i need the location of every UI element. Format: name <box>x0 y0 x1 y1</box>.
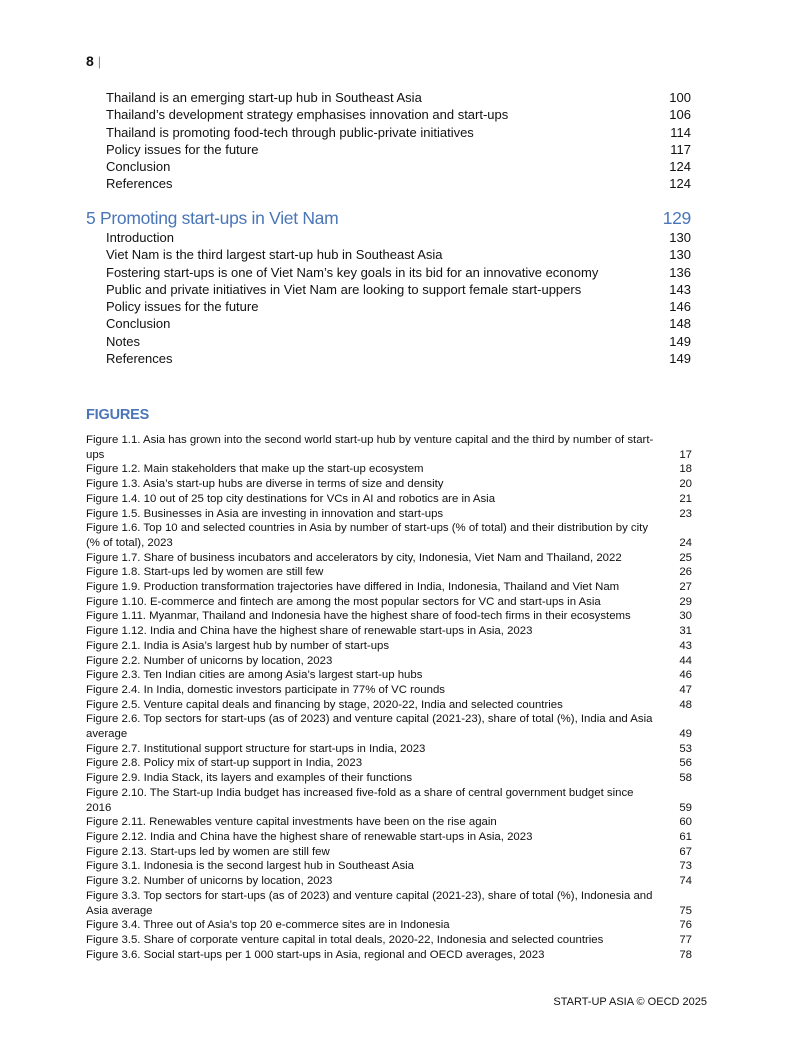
figure-entry-label: Figure 3.4. Three out of Asia’s top 20 e-commerce sites are in Indonesia <box>86 919 450 932</box>
figure-entry-label: Figure 2.9. India Stack, its layers and examples of their functions <box>86 772 413 785</box>
toc-entry-page: 149 <box>669 333 691 349</box>
figure-entry-label: Figure 3.6. Social start-ups per 1 000 start-ups in Asia, regional and OECD averages, 2023 <box>86 948 545 961</box>
toc-entry[interactable] <box>86 141 691 158</box>
figure-list-entry[interactable] <box>86 433 692 462</box>
figure-entry-page: 76 <box>679 919 692 932</box>
figure-list-entry[interactable] <box>86 859 692 874</box>
toc-entry-label: References <box>106 176 173 192</box>
figure-entry-page: 17 <box>679 448 692 461</box>
toc-entry-label: Conclusion <box>106 159 171 175</box>
figure-entry-page: 31 <box>679 625 692 638</box>
toc-entry[interactable] <box>86 106 691 123</box>
figure-entry-page: 18 <box>679 463 692 476</box>
page-number-separator: | <box>97 54 102 69</box>
figure-entry-label: Figure 2.3. Ten Indian cities are among Asia’s largest start-up hubs <box>86 669 423 682</box>
figure-entry-label: Figure 2.12. India and China have the highest share of renewable start-ups in Asia, 2023 <box>86 830 533 843</box>
figure-entry-page: 43 <box>679 639 692 652</box>
toc-entry-page: 114 <box>670 124 691 140</box>
toc-entry[interactable] <box>86 333 691 350</box>
figure-entry-label: Figure 2.4. In India, domestic investors participate in 77% of VC rounds <box>86 683 445 696</box>
figure-entry-label: Figure 1.11. Myanmar, Thailand and Indonesia have the highest share of food-tech firms in their ecosystems <box>86 610 631 623</box>
figure-entry-page: 74 <box>679 875 692 888</box>
figure-entry-label: Figure 1.9. Production transformation trajectories have differed in India, Indonesia, Thailand and Viet Nam <box>86 581 620 594</box>
figure-entry-page: 56 <box>679 757 692 770</box>
figure-entry-label: Figure 2.8. Policy mix of start-up support in India, 2023 <box>86 757 363 770</box>
toc-entry-label: Conclusion <box>106 316 171 332</box>
toc-entry-page: 149 <box>669 351 691 367</box>
toc-entry-page: 117 <box>670 141 691 157</box>
toc-entry-page: 143 <box>669 281 691 297</box>
figure-list-entry[interactable] <box>86 624 692 639</box>
toc-entry-label: Thailand is an emerging start-up hub in Southeast Asia <box>106 90 422 105</box>
figure-list-entry[interactable] <box>86 551 692 566</box>
figure-list-entry[interactable] <box>86 462 692 477</box>
figure-list-entry[interactable] <box>86 845 692 860</box>
figure-entry-page: 61 <box>679 830 692 843</box>
toc-entry-page: 148 <box>669 316 691 332</box>
figure-entry-page: 29 <box>679 595 692 608</box>
figure-list-entry[interactable] <box>86 742 692 757</box>
toc-entry-label: Introduction <box>106 230 174 245</box>
toc-chapter-5 <box>86 207 691 367</box>
figure-entry-page: 49 <box>679 728 692 741</box>
toc-entry[interactable] <box>86 298 691 315</box>
toc-entry-page: 124 <box>669 159 691 175</box>
toc-entry[interactable] <box>86 315 691 332</box>
figure-entry-label: Figure 3.3. Top sectors for start-ups (as of 2023) and venture capital (2021-23), share of total (%), Indonesia and Asia average <box>86 889 653 917</box>
figure-list-entry[interactable] <box>86 668 692 683</box>
figure-entry-label: Figure 3.1. Indonesia is the second largest hub in Southeast Asia <box>86 860 415 873</box>
toc-entry-label: Policy issues for the future <box>106 299 259 315</box>
toc-entry-page: 130 <box>669 247 691 263</box>
figure-entry-page: 27 <box>679 581 692 594</box>
figure-entry-label: Figure 2.5. Venture capital deals and financing by stage, 2020-22, India and selected countries <box>86 698 563 711</box>
figure-entry-label: Figure 1.10. E-commerce and fintech are among the most popular sectors for VC and start-ups in Asia <box>86 595 601 608</box>
figure-list-entry[interactable] <box>86 830 692 845</box>
figure-entry-label: Figure 1.6. Top 10 and selected countries in Asia by number of start-ups (% of total) and their distribution by city (% of total), 2023 <box>86 522 649 549</box>
figure-list-entry[interactable] <box>86 815 692 830</box>
figure-entry-page: 60 <box>679 816 692 829</box>
figure-entry-page: 77 <box>679 933 692 946</box>
figure-entry-page: 20 <box>679 478 692 491</box>
toc-entry[interactable] <box>86 89 691 106</box>
figure-list-entry[interactable] <box>86 948 692 963</box>
figure-entry-label: Figure 2.6. Top sectors for start-ups (as of 2023) and venture capital (2021-23), share of total (%), India and Asia average <box>86 713 653 741</box>
figure-entry-label: Figure 2.11. Renewables venture capital investments have been on the rise again <box>86 816 497 829</box>
figure-entry-page: 30 <box>679 610 692 623</box>
toc-entry-page: 106 <box>669 107 691 123</box>
toc-entry[interactable] <box>86 175 691 192</box>
figure-list-entry[interactable] <box>86 507 692 522</box>
toc-entry-label: Fostering start-ups is one of Viet Nam’s key goals in its bid for an innovative economy <box>106 264 599 280</box>
figure-entry-page: 44 <box>679 654 692 667</box>
figure-list-entry[interactable] <box>86 712 692 741</box>
figure-list-entry[interactable] <box>86 492 692 507</box>
figure-list-entry[interactable] <box>86 654 692 669</box>
toc-chapter-4-section-list <box>86 89 691 193</box>
toc-entry-label: References <box>106 351 173 367</box>
toc-entry-page: 146 <box>669 299 691 315</box>
toc-entry-page: 124 <box>669 176 691 192</box>
figure-entry-label: Figure 2.2. Number of unicorns by location, 2023 <box>86 654 333 667</box>
figure-list-entry[interactable] <box>86 918 692 933</box>
figure-list-entry[interactable] <box>86 683 692 698</box>
figure-entry-label: Figure 1.5. Businesses in Asia are investing in innovation and start-ups <box>86 507 444 520</box>
figure-entry-label: Figure 1.1. Asia has grown into the second world start-up hub by venture capital and the third by number of start-ups <box>86 434 654 461</box>
figure-entry-page: 78 <box>679 948 692 961</box>
figure-list-entry[interactable] <box>86 933 692 948</box>
figure-entry-page: 25 <box>679 551 692 564</box>
chapter-title: 5 Promoting start-ups in Viet Nam <box>86 208 339 228</box>
figure-entry-label: Figure 3.2. Number of unicorns by location, 2023 <box>86 875 333 888</box>
toc-entry[interactable] <box>86 281 691 298</box>
figure-list-entry[interactable] <box>86 565 692 580</box>
figure-entry-label: Figure 1.3. Asia’s start-up hubs are diverse in terms of size and density <box>86 478 444 491</box>
toc-entry-label: Notes <box>106 333 140 349</box>
toc-entry-page: 100 <box>669 90 691 105</box>
figure-list-entry[interactable] <box>86 874 692 889</box>
toc-entry[interactable] <box>86 264 691 281</box>
figure-entry-page: 75 <box>679 904 692 917</box>
figure-entry-page: 21 <box>679 492 692 505</box>
toc-entry-label: Viet Nam is the third largest start-up hub in Southeast Asia <box>106 247 443 263</box>
figure-entry-page: 59 <box>679 801 692 814</box>
page-number-value: 8 <box>86 53 94 69</box>
figure-entry-label: Figure 2.10. The Start-up India budget has increased five-fold as a share of central government budget since 2016 <box>86 786 634 814</box>
figure-entry-page: 24 <box>679 536 692 549</box>
toc-entry-label: Public and private initiatives in Viet Nam are looking to support female start-uppers <box>106 281 582 297</box>
figure-entry-page: 48 <box>679 698 692 711</box>
toc-entry[interactable] <box>86 246 691 263</box>
toc-entry-label: Thailand’s development strategy emphasises innovation and start-ups <box>106 107 509 123</box>
figure-list-entry[interactable] <box>86 639 692 654</box>
figure-entry-label: Figure 1.2. Main stakeholders that make up the start-up ecosystem <box>86 463 424 476</box>
figure-entry-page: 23 <box>679 507 692 520</box>
toc-entry-page: 136 <box>669 264 691 280</box>
footer-copyright: START-UP ASIA © OECD 2025 <box>553 996 707 1008</box>
figure-list-entry[interactable] <box>86 580 692 595</box>
figure-list-entry[interactable] <box>86 786 692 815</box>
figure-entry-label: Figure 1.4. 10 out of 25 top city destinations for VCs in AI and robotics are in Asia <box>86 492 496 505</box>
toc-entry[interactable] <box>86 158 691 175</box>
figure-entry-page: 47 <box>679 683 692 696</box>
toc-entry-label: Thailand is promoting food-tech through public-private initiatives <box>106 124 474 140</box>
chapter-page: 129 <box>662 208 691 228</box>
figure-entry-label: Figure 2.7. Institutional support structure for start-ups in India, 2023 <box>86 742 426 755</box>
figures-list <box>86 433 692 962</box>
figure-list-entry[interactable] <box>86 595 692 610</box>
figure-entry-page: 67 <box>679 845 692 858</box>
toc-entry[interactable] <box>86 229 691 246</box>
figure-entry-page: 73 <box>679 860 692 873</box>
figure-entry-label: Figure 3.5. Share of corporate venture capital in total deals, 2020-22, Indonesia and selected countries <box>86 933 604 946</box>
figure-list-entry[interactable] <box>86 521 692 550</box>
figure-entry-label: Figure 2.1. India is Asia’s largest hub by number of start-ups <box>86 639 390 652</box>
figure-list-entry[interactable] <box>86 477 692 492</box>
toc-entry[interactable] <box>86 350 691 367</box>
figure-entry-page: 58 <box>679 772 692 785</box>
figure-list-entry[interactable] <box>86 609 692 624</box>
figure-entry-label: Figure 1.12. India and China have the highest share of renewable start-ups in Asia, 2023 <box>86 625 533 638</box>
figure-entry-page: 26 <box>679 566 692 579</box>
page-number <box>86 53 101 69</box>
figure-list-entry[interactable] <box>86 756 692 771</box>
toc-entry-label: Policy issues for the future <box>106 141 259 157</box>
figure-list-entry[interactable] <box>86 889 692 918</box>
figure-entry-page: 46 <box>679 669 692 682</box>
figure-entry-label: Figure 2.13. Start-ups led by women are still few <box>86 845 330 858</box>
toc-entry-page: 130 <box>669 230 691 245</box>
figure-entry-label: Figure 1.7. Share of business incubators and accelerators by city, Indonesia, Viet Nam and Thailand, 2022 <box>86 551 622 564</box>
figure-entry-page: 53 <box>679 742 692 755</box>
chapter-heading[interactable] <box>86 207 691 229</box>
figure-entry-label: Figure 1.8. Start-ups led by women are still few <box>86 566 324 579</box>
figure-list-entry[interactable] <box>86 771 692 786</box>
toc-entry[interactable] <box>86 124 691 141</box>
figure-list-entry[interactable] <box>86 698 692 713</box>
figures-heading: FIGURES <box>86 407 150 423</box>
